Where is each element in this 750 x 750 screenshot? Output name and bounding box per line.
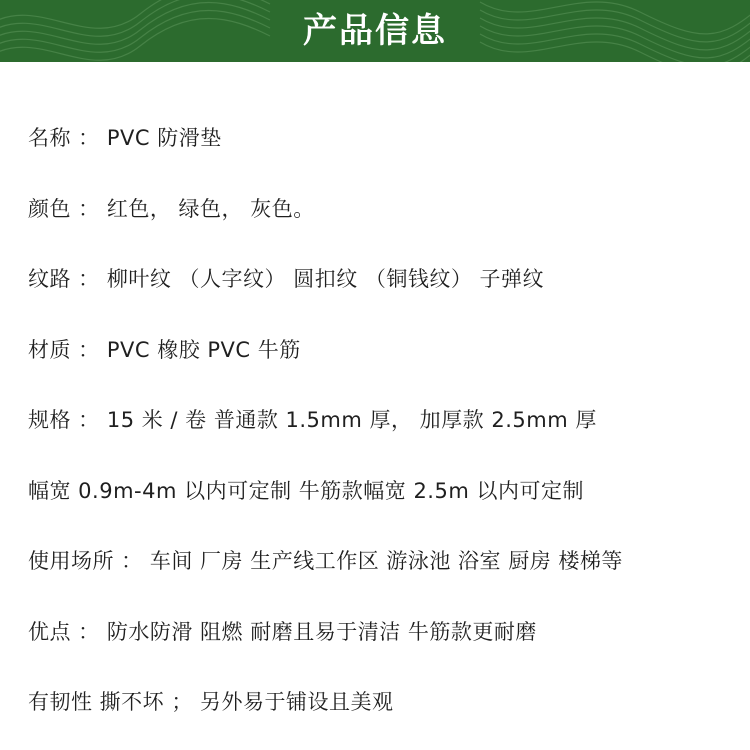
- info-line-color: 颜色 ： 红色， 绿色， 灰色。: [28, 196, 315, 221]
- info-line-name: 名称 ： PVC 防滑垫: [28, 126, 222, 150]
- info-line-spec: 规格 ： 15 米 / 卷 普通款 1.5mm 厚， 加厚款 2.5mm 厚: [28, 408, 597, 432]
- page-title: 产品信息: [303, 11, 447, 51]
- info-line-texture: 纹路 ： 柳叶纹 （人字纹） 圆扣纹 （铜钱纹） 子弹纹: [28, 267, 545, 291]
- product-info-list: [28, 118, 743, 750]
- info-line-usage: 使用场所 ： 车间 厂房 生产线工作区 游泳池 浴室 厨房 楼梯等: [28, 549, 623, 573]
- info-line-width: 幅宽 0.9m-4m 以内可定制 牛筋款幅宽 2.5m 以内可定制: [28, 478, 584, 503]
- header-banner: [0, 0, 750, 62]
- info-line-advantages: 优点 ： 防水防滑 阻燃 耐磨且易于清洁 牛筋款更耐磨: [28, 619, 537, 644]
- info-line-material: 材质 ： PVC 橡胶 PVC 牛筋: [28, 337, 301, 362]
- info-line-durability: 有韧性 撕不坏 ； 另外易于铺设且美观: [28, 690, 394, 714]
